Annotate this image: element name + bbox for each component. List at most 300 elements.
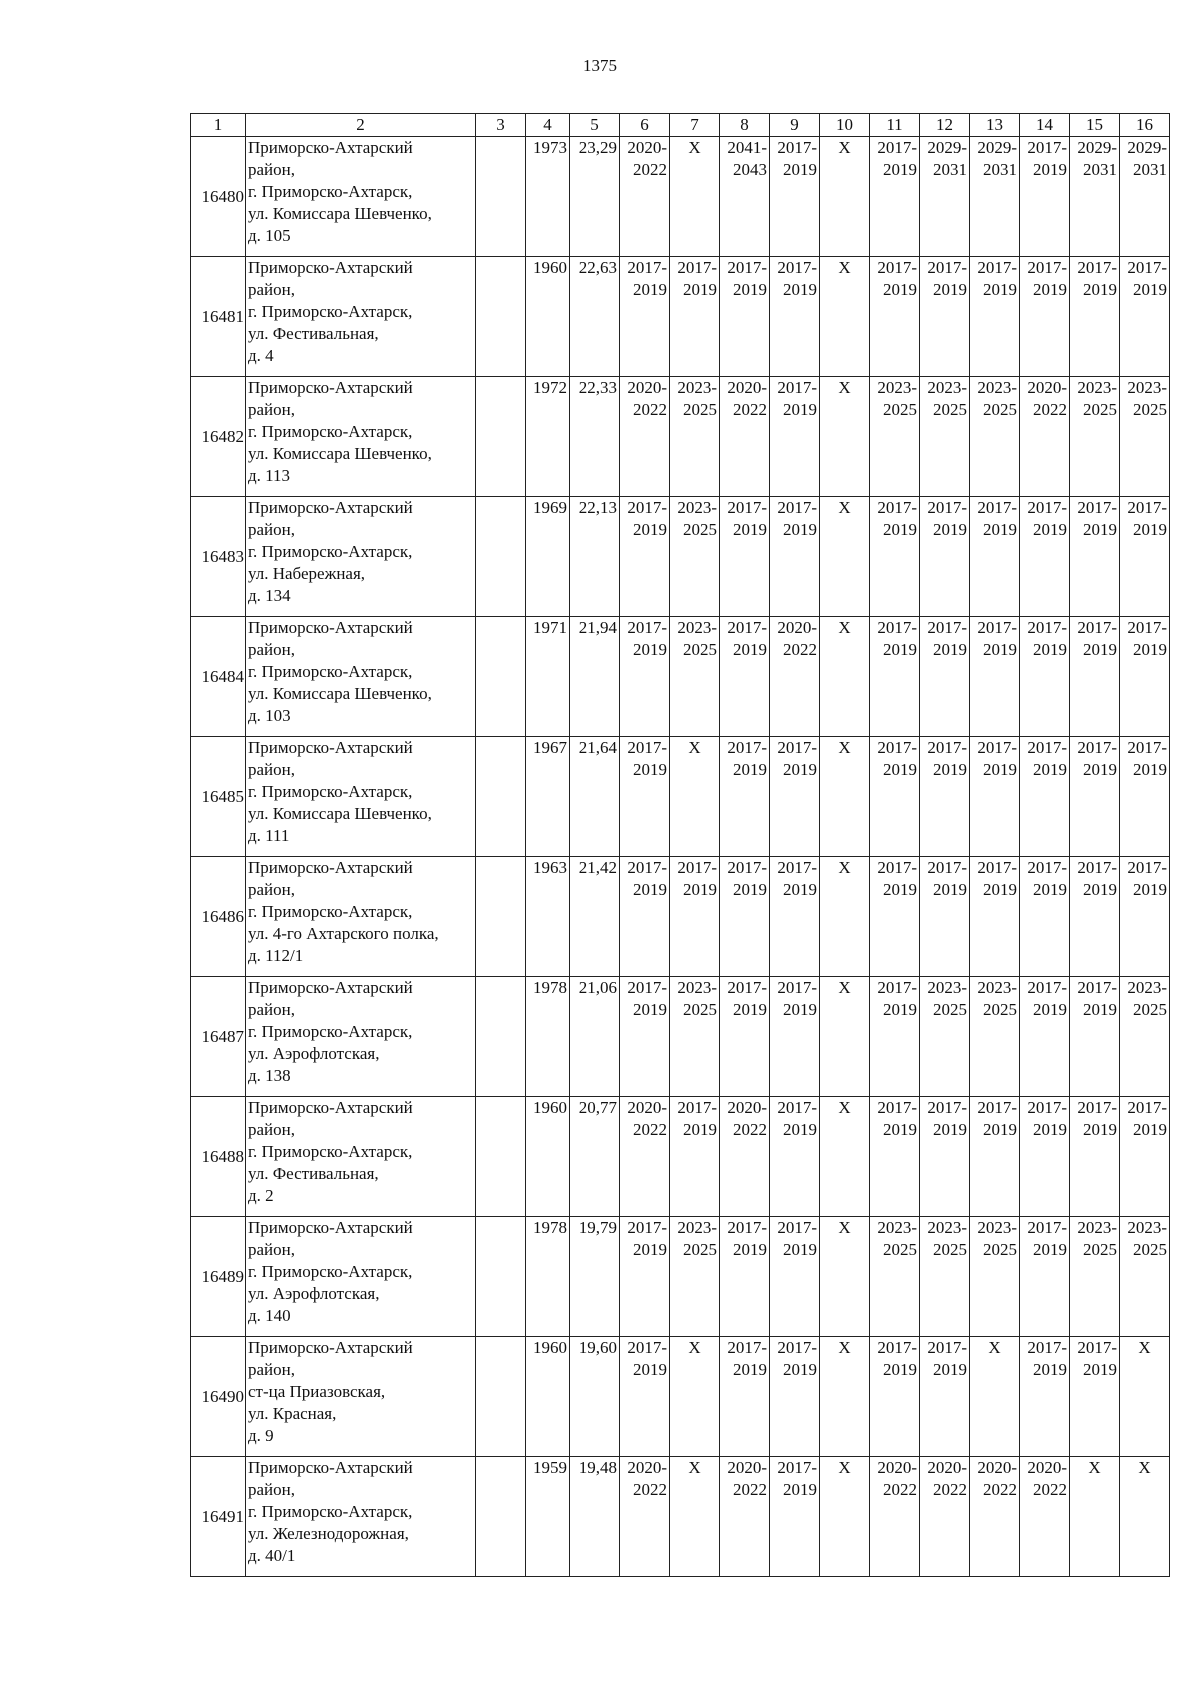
column-header-8: 8 bbox=[720, 114, 770, 137]
period-start: 2017- bbox=[1077, 858, 1117, 877]
address-line: д. 40/1 bbox=[248, 1546, 296, 1565]
address-cell bbox=[246, 257, 476, 377]
cell-mark: Х bbox=[820, 1217, 870, 1337]
period-cell bbox=[970, 497, 1020, 617]
address-line: г. Приморско-Ахтарск, bbox=[248, 902, 413, 921]
period-end: 2025 bbox=[1133, 1240, 1167, 1259]
period-cell bbox=[1070, 617, 1120, 737]
year-cell: 1959 bbox=[526, 1457, 570, 1577]
period-cell bbox=[920, 1097, 970, 1217]
period-start: 2017- bbox=[1027, 138, 1067, 157]
address-line: г. Приморско-Ахтарск, bbox=[248, 782, 413, 801]
row-number: 16488 bbox=[191, 1097, 246, 1217]
period-start: 2017- bbox=[627, 498, 667, 517]
period-start: 2017- bbox=[777, 1338, 817, 1357]
period-start: 2017- bbox=[727, 498, 767, 517]
address-line: ул. Набережная, bbox=[248, 564, 366, 583]
column-header-1: 1 bbox=[191, 114, 246, 137]
period-end: 2019 bbox=[1033, 160, 1067, 179]
column-header-5: 5 bbox=[570, 114, 620, 137]
period-start: 2017- bbox=[977, 1098, 1017, 1117]
period-cell bbox=[970, 1097, 1020, 1217]
address-line: г. Приморско-Ахтарск, bbox=[248, 182, 413, 201]
period-start: 2017- bbox=[927, 618, 967, 637]
period-end: 2019 bbox=[633, 760, 667, 779]
period-start: 2017- bbox=[1127, 618, 1167, 637]
period-start: 2017- bbox=[777, 138, 817, 157]
period-cell bbox=[870, 377, 920, 497]
period-cell bbox=[920, 137, 970, 257]
period-end: 2019 bbox=[733, 640, 767, 659]
cell-col3 bbox=[476, 1457, 526, 1577]
register-table bbox=[190, 113, 1170, 1577]
period-start: 2017- bbox=[677, 858, 717, 877]
period-end: 2019 bbox=[983, 1120, 1017, 1139]
period-start: 2023- bbox=[927, 978, 967, 997]
period-end: 2019 bbox=[1083, 1000, 1117, 1019]
period-start: 2017- bbox=[927, 1098, 967, 1117]
column-header-9: 9 bbox=[770, 114, 820, 137]
address-cell bbox=[246, 1337, 476, 1457]
period-cell bbox=[970, 1457, 1020, 1577]
period-start: 2017- bbox=[1127, 498, 1167, 517]
period-end: 2019 bbox=[933, 520, 967, 539]
period-end: 2019 bbox=[1083, 280, 1117, 299]
period-end: 2019 bbox=[1083, 640, 1117, 659]
value-cell: 22,63 bbox=[570, 257, 620, 377]
address-line: район, bbox=[248, 1360, 295, 1379]
period-end: 2019 bbox=[1033, 640, 1067, 659]
period-start: 2017- bbox=[777, 1098, 817, 1117]
period-start: 2023- bbox=[1077, 1218, 1117, 1237]
period-end: 2025 bbox=[683, 400, 717, 419]
period-end: 2022 bbox=[633, 1120, 667, 1139]
period-cell bbox=[970, 977, 1020, 1097]
table-row bbox=[191, 977, 1170, 1097]
period-cell bbox=[870, 1457, 920, 1577]
period-start: 2017- bbox=[877, 1338, 917, 1357]
period-cell bbox=[770, 257, 820, 377]
address-line: д. 138 bbox=[248, 1066, 291, 1085]
period-end: 2025 bbox=[683, 1240, 717, 1259]
value-cell: 19,60 bbox=[570, 1337, 620, 1457]
address-cell bbox=[246, 377, 476, 497]
period-end: 2031 bbox=[1083, 160, 1117, 179]
period-end: 2025 bbox=[1083, 400, 1117, 419]
cell-mark: Х bbox=[820, 737, 870, 857]
period-end: 2019 bbox=[733, 1000, 767, 1019]
address-line: ул. Аэрофлотская, bbox=[248, 1044, 380, 1063]
period-start: 2017- bbox=[1077, 1098, 1117, 1117]
period-cell bbox=[920, 977, 970, 1097]
period-end: 2025 bbox=[983, 1000, 1017, 1019]
period-cell bbox=[1070, 257, 1120, 377]
period-cell bbox=[920, 857, 970, 977]
period-cell bbox=[620, 1217, 670, 1337]
period-start: 2017- bbox=[777, 1458, 817, 1477]
period-start: 2017- bbox=[1077, 978, 1117, 997]
period-start: 2023- bbox=[877, 378, 917, 397]
period-end: 2025 bbox=[1083, 1240, 1117, 1259]
row-number: 16484 bbox=[191, 617, 246, 737]
period-start: 2017- bbox=[1027, 738, 1067, 757]
address-cell bbox=[246, 1097, 476, 1217]
period-cell bbox=[970, 737, 1020, 857]
period-end: 2025 bbox=[933, 1240, 967, 1259]
period-start: 2017- bbox=[927, 1338, 967, 1357]
period-end: 2019 bbox=[933, 1360, 967, 1379]
cell-mark: Х bbox=[970, 1337, 1020, 1457]
period-cell bbox=[1020, 977, 1070, 1097]
period-cell bbox=[870, 1337, 920, 1457]
period-start: 2017- bbox=[877, 738, 917, 757]
period-end: 2019 bbox=[783, 1120, 817, 1139]
period-cell bbox=[620, 617, 670, 737]
cell-mark: Х bbox=[820, 617, 870, 737]
period-end: 2025 bbox=[933, 400, 967, 419]
period-cell bbox=[1070, 137, 1120, 257]
table-row bbox=[191, 257, 1170, 377]
address-line: д. 134 bbox=[248, 586, 291, 605]
address-line: ул. Комиссара Шевченко, bbox=[248, 684, 432, 703]
period-start: 2017- bbox=[877, 1098, 917, 1117]
period-end: 2019 bbox=[933, 1120, 967, 1139]
value-cell: 21,64 bbox=[570, 737, 620, 857]
cell-col3 bbox=[476, 977, 526, 1097]
cell-mark: Х bbox=[1120, 1457, 1170, 1577]
period-end: 2031 bbox=[1133, 160, 1167, 179]
period-end: 2019 bbox=[783, 1000, 817, 1019]
period-start: 2023- bbox=[1127, 378, 1167, 397]
period-start: 2017- bbox=[727, 858, 767, 877]
address-line: Приморско-Ахтарский bbox=[248, 378, 413, 397]
table-row bbox=[191, 617, 1170, 737]
address-line: Приморско-Ахтарский bbox=[248, 1098, 413, 1117]
period-start: 2017- bbox=[627, 618, 667, 637]
period-end: 2019 bbox=[883, 640, 917, 659]
period-start: 2020- bbox=[1027, 1458, 1067, 1477]
period-cell bbox=[970, 377, 1020, 497]
period-cell bbox=[920, 377, 970, 497]
period-cell bbox=[670, 257, 720, 377]
period-cell bbox=[1020, 1097, 1070, 1217]
period-start: 2020- bbox=[627, 1098, 667, 1117]
period-end: 2019 bbox=[1133, 1120, 1167, 1139]
period-end: 2019 bbox=[783, 400, 817, 419]
address-line: г. Приморско-Ахтарск, bbox=[248, 1502, 413, 1521]
period-cell bbox=[720, 617, 770, 737]
period-cell bbox=[870, 497, 920, 617]
period-start: 2023- bbox=[927, 1218, 967, 1237]
cell-col3 bbox=[476, 257, 526, 377]
period-end: 2019 bbox=[733, 1360, 767, 1379]
period-start: 2017- bbox=[1027, 498, 1067, 517]
period-start: 2017- bbox=[627, 738, 667, 757]
period-start: 2020- bbox=[777, 618, 817, 637]
period-start: 2017- bbox=[777, 738, 817, 757]
period-cell bbox=[720, 1097, 770, 1217]
period-end: 2019 bbox=[883, 760, 917, 779]
period-cell bbox=[620, 737, 670, 857]
period-end: 2022 bbox=[733, 400, 767, 419]
period-start: 2017- bbox=[777, 858, 817, 877]
period-start: 2017- bbox=[877, 978, 917, 997]
cell-col3 bbox=[476, 737, 526, 857]
period-start: 2017- bbox=[1127, 258, 1167, 277]
period-cell bbox=[920, 1337, 970, 1457]
period-cell bbox=[720, 137, 770, 257]
period-cell bbox=[870, 257, 920, 377]
period-cell bbox=[720, 857, 770, 977]
period-end: 2019 bbox=[933, 280, 967, 299]
period-start: 2020- bbox=[927, 1458, 967, 1477]
period-cell bbox=[770, 737, 820, 857]
period-start: 2023- bbox=[977, 978, 1017, 997]
column-header-4: 4 bbox=[526, 114, 570, 137]
address-line: Приморско-Ахтарский bbox=[248, 738, 413, 757]
period-cell bbox=[1120, 737, 1170, 857]
period-end: 2019 bbox=[1133, 880, 1167, 899]
period-cell bbox=[970, 137, 1020, 257]
period-end: 2022 bbox=[883, 1480, 917, 1499]
period-start: 2017- bbox=[1027, 618, 1067, 637]
address-line: г. Приморско-Ахтарск, bbox=[248, 1022, 413, 1041]
period-end: 2019 bbox=[983, 760, 1017, 779]
period-end: 2019 bbox=[933, 880, 967, 899]
period-end: 2022 bbox=[633, 400, 667, 419]
address-line: район, bbox=[248, 1240, 295, 1259]
address-line: д. 113 bbox=[248, 466, 291, 485]
period-end: 2019 bbox=[983, 520, 1017, 539]
period-end: 2043 bbox=[733, 160, 767, 179]
address-line: д. 140 bbox=[248, 1306, 291, 1325]
header-row bbox=[191, 114, 1170, 137]
cell-mark: Х bbox=[820, 857, 870, 977]
period-end: 2019 bbox=[983, 640, 1017, 659]
table-row bbox=[191, 737, 1170, 857]
address-line: район, bbox=[248, 280, 295, 299]
period-start: 2020- bbox=[627, 138, 667, 157]
period-end: 2019 bbox=[883, 520, 917, 539]
address-line: ул. Аэрофлотская, bbox=[248, 1284, 380, 1303]
period-start: 2020- bbox=[627, 1458, 667, 1477]
address-line: д. 105 bbox=[248, 226, 291, 245]
year-cell: 1960 bbox=[526, 1097, 570, 1217]
period-start: 2020- bbox=[627, 378, 667, 397]
period-end: 2025 bbox=[683, 640, 717, 659]
period-start: 2017- bbox=[1027, 1218, 1067, 1237]
period-start: 2041- bbox=[727, 138, 767, 157]
period-cell bbox=[770, 617, 820, 737]
address-line: г. Приморско-Ахтарск, bbox=[248, 422, 413, 441]
period-start: 2017- bbox=[1127, 738, 1167, 757]
period-end: 2022 bbox=[733, 1120, 767, 1139]
period-end: 2019 bbox=[683, 1120, 717, 1139]
period-start: 2023- bbox=[677, 618, 717, 637]
row-number: 16480 bbox=[191, 137, 246, 257]
period-cell bbox=[670, 377, 720, 497]
period-end: 2019 bbox=[1033, 280, 1067, 299]
period-cell bbox=[870, 137, 920, 257]
address-line: г. Приморско-Ахтарск, bbox=[248, 662, 413, 681]
row-number: 16486 bbox=[191, 857, 246, 977]
value-cell: 19,79 bbox=[570, 1217, 620, 1337]
period-start: 2017- bbox=[727, 618, 767, 637]
column-header-15: 15 bbox=[1070, 114, 1120, 137]
address-line: ул. Красная, bbox=[248, 1404, 337, 1423]
period-start: 2023- bbox=[1127, 1218, 1167, 1237]
period-cell bbox=[1020, 377, 1070, 497]
period-end: 2019 bbox=[633, 640, 667, 659]
period-cell bbox=[770, 977, 820, 1097]
column-header-14: 14 bbox=[1020, 114, 1070, 137]
period-cell bbox=[1020, 497, 1070, 617]
value-cell: 22,33 bbox=[570, 377, 620, 497]
table-row bbox=[191, 377, 1170, 497]
period-cell bbox=[1070, 1217, 1120, 1337]
address-line: г. Приморско-Ахтарск, bbox=[248, 1262, 413, 1281]
period-end: 2019 bbox=[1033, 1000, 1067, 1019]
year-cell: 1971 bbox=[526, 617, 570, 737]
period-end: 2019 bbox=[633, 1240, 667, 1259]
period-end: 2031 bbox=[983, 160, 1017, 179]
period-start: 2023- bbox=[677, 378, 717, 397]
period-end: 2019 bbox=[1033, 1120, 1067, 1139]
period-start: 2017- bbox=[1027, 858, 1067, 877]
period-cell bbox=[720, 977, 770, 1097]
period-end: 2019 bbox=[1083, 760, 1117, 779]
value-cell: 21,42 bbox=[570, 857, 620, 977]
period-cell bbox=[870, 857, 920, 977]
address-line: ул. Комиссара Шевченко, bbox=[248, 804, 432, 823]
address-line: Приморско-Ахтарский bbox=[248, 1458, 413, 1477]
address-line: район, bbox=[248, 160, 295, 179]
period-end: 2019 bbox=[783, 760, 817, 779]
address-cell bbox=[246, 1217, 476, 1337]
period-start: 2017- bbox=[1027, 1338, 1067, 1357]
period-start: 2017- bbox=[1077, 618, 1117, 637]
period-cell bbox=[620, 1457, 670, 1577]
period-cell bbox=[720, 497, 770, 617]
period-cell bbox=[670, 497, 720, 617]
table-row bbox=[191, 137, 1170, 257]
period-end: 2025 bbox=[683, 1000, 717, 1019]
period-end: 2019 bbox=[633, 280, 667, 299]
address-line: Приморско-Ахтарский bbox=[248, 978, 413, 997]
period-start: 2017- bbox=[727, 1338, 767, 1357]
period-end: 2019 bbox=[983, 280, 1017, 299]
row-number: 16483 bbox=[191, 497, 246, 617]
period-start: 2029- bbox=[1077, 138, 1117, 157]
period-start: 2017- bbox=[1127, 1098, 1167, 1117]
period-end: 2022 bbox=[633, 1480, 667, 1499]
period-cell bbox=[720, 377, 770, 497]
period-start: 2017- bbox=[627, 858, 667, 877]
period-end: 2019 bbox=[1083, 520, 1117, 539]
period-start: 2017- bbox=[927, 858, 967, 877]
period-start: 2017- bbox=[777, 1218, 817, 1237]
address-line: д. 112/1 bbox=[248, 946, 304, 965]
address-cell bbox=[246, 137, 476, 257]
period-end: 2025 bbox=[883, 1240, 917, 1259]
column-header-2: 2 bbox=[246, 114, 476, 137]
row-number: 16485 bbox=[191, 737, 246, 857]
address-line: д. 2 bbox=[248, 1186, 274, 1205]
period-start: 2020- bbox=[977, 1458, 1017, 1477]
row-number: 16489 bbox=[191, 1217, 246, 1337]
year-cell: 1963 bbox=[526, 857, 570, 977]
period-start: 2029- bbox=[927, 138, 967, 157]
period-cell bbox=[720, 1457, 770, 1577]
period-start: 2017- bbox=[1077, 1338, 1117, 1357]
period-cell bbox=[1020, 137, 1070, 257]
address-line: район, bbox=[248, 760, 295, 779]
period-cell bbox=[1020, 737, 1070, 857]
period-end: 2019 bbox=[883, 880, 917, 899]
period-end: 2019 bbox=[783, 160, 817, 179]
year-cell: 1960 bbox=[526, 1337, 570, 1457]
address-line: Приморско-Ахтарский bbox=[248, 858, 413, 877]
page-number: 1375 bbox=[583, 56, 617, 75]
year-cell: 1972 bbox=[526, 377, 570, 497]
period-start: 2020- bbox=[877, 1458, 917, 1477]
period-end: 2019 bbox=[633, 880, 667, 899]
period-cell bbox=[770, 1097, 820, 1217]
address-line: район, bbox=[248, 400, 295, 419]
period-start: 2017- bbox=[627, 258, 667, 277]
table-row bbox=[191, 1337, 1170, 1457]
period-cell bbox=[870, 977, 920, 1097]
period-end: 2019 bbox=[883, 280, 917, 299]
period-end: 2019 bbox=[933, 640, 967, 659]
period-end: 2019 bbox=[633, 1000, 667, 1019]
column-header-13: 13 bbox=[970, 114, 1020, 137]
period-start: 2023- bbox=[677, 498, 717, 517]
period-start: 2017- bbox=[877, 618, 917, 637]
value-cell: 20,77 bbox=[570, 1097, 620, 1217]
period-cell bbox=[620, 497, 670, 617]
period-cell bbox=[1020, 1217, 1070, 1337]
period-cell bbox=[770, 377, 820, 497]
period-end: 2019 bbox=[1033, 1240, 1067, 1259]
address-cell bbox=[246, 497, 476, 617]
period-cell bbox=[1020, 857, 1070, 977]
period-cell bbox=[970, 857, 1020, 977]
cell-mark: Х bbox=[670, 1457, 720, 1577]
address-line: д. 9 bbox=[248, 1426, 274, 1445]
period-cell bbox=[1020, 1337, 1070, 1457]
column-header-3: 3 bbox=[476, 114, 526, 137]
period-start: 2017- bbox=[1027, 978, 1067, 997]
year-cell: 1960 bbox=[526, 257, 570, 377]
period-end: 2019 bbox=[1133, 280, 1167, 299]
table-row bbox=[191, 497, 1170, 617]
period-cell bbox=[1020, 257, 1070, 377]
address-line: ул. Комиссара Шевченко, bbox=[248, 204, 432, 223]
cell-mark: Х bbox=[820, 497, 870, 617]
year-cell: 1973 bbox=[526, 137, 570, 257]
period-cell bbox=[920, 737, 970, 857]
period-cell bbox=[1070, 977, 1120, 1097]
column-header-7: 7 bbox=[670, 114, 720, 137]
period-cell bbox=[1070, 1337, 1120, 1457]
period-cell bbox=[620, 977, 670, 1097]
period-end: 2025 bbox=[933, 1000, 967, 1019]
period-end: 2019 bbox=[783, 1480, 817, 1499]
value-cell: 22,13 bbox=[570, 497, 620, 617]
period-cell bbox=[920, 1457, 970, 1577]
period-end: 2022 bbox=[1033, 1480, 1067, 1499]
